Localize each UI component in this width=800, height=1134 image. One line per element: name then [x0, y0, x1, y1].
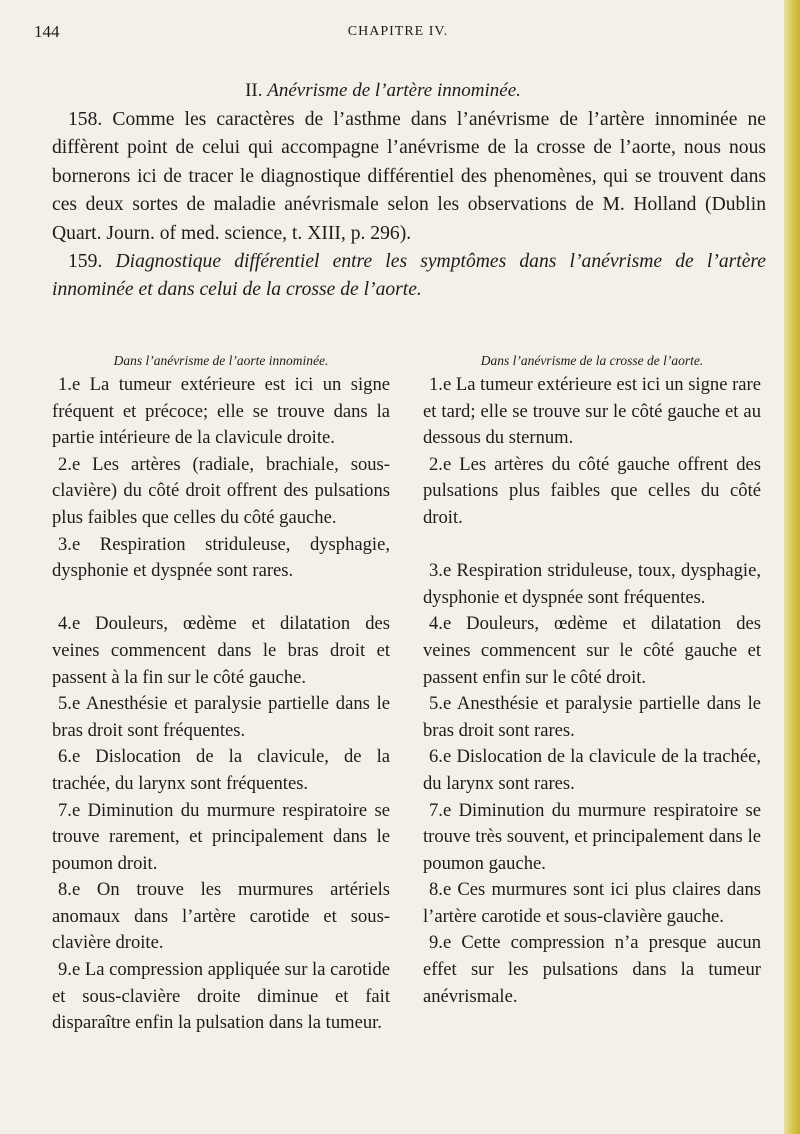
page-header [34, 22, 762, 48]
right-item-3: 3.e Respiration striduleuse, toux, dysphagie, dysphonie et dyspnée sont fréquentes. [423, 560, 761, 608]
right-column [423, 352, 761, 1010]
paragraph-159 [52, 248, 766, 305]
right-item-2: 2.e Les artères du côté gauche offrent des pulsations plus faibles que celles du côté droit. [423, 453, 761, 528]
spacer [52, 585, 390, 612]
left-item-3: 3.e Respiration striduleuse, dysphagie, dysphonie et dyspnée sont rares. [52, 533, 390, 582]
section-heading [0, 80, 766, 102]
right-item-5: 5.e Anesthésie et paralysie partielle dans le bras droit sont rares. [423, 693, 761, 741]
section-number: II. [245, 80, 263, 101]
left-item-6: 6.e Dislocation de la clavicule, de la trachée, du larynx sont fréquentes. [52, 746, 390, 794]
right-item-6: 6.e Dislocation de la clavicule de la trachée, du larynx sont rares. [423, 746, 761, 794]
paragraph-158: 158. Comme les caractères de l’asthme dans l’anévrisme de l’artère innominée ne diffèrent point de celui qui accompagne l’anévrisme de la crosse de l’aorte, nous nous bornerons ici de tracer le diagnostique différentiel des phenomènes, qui se trouvent dans ces deux sortes de maladie anévrismale selon les observations de M. Holland (Dublin Quart. Journ. of med. science, t. XIII, p. 296). [52, 109, 766, 244]
left-column [52, 352, 390, 1037]
section-title: Anévrisme de l’artère innominée. [267, 80, 521, 101]
right-item-8: 8.e Ces murmures sont ici plus claires dans l’artère carotide et sous-clavière gauche. [423, 879, 761, 927]
spacer [423, 532, 761, 559]
running-title: CHAPITRE IV. [347, 24, 449, 39]
left-item-7: 7.e Diminution du murmure respiratoire se trouve rarement, et principalement dans le poumon droit. [52, 799, 390, 874]
right-item-1: 1.e La tumeur extérieure est ici un signe rare et tard; elle se trouve sur le côté gauche et au dessous du sternum. [423, 374, 761, 449]
page-edge [784, 0, 800, 1134]
left-column-heading: Dans l’anévrisme de l’aorte innominée. [113, 353, 329, 368]
right-item-7: 7.e Diminution du murmure respiratoire se trouve très souvent, et principalement dans le poumon gauche. [423, 799, 761, 874]
left-item-9: 9.e La compression appliquée sur la carotide et sous-clavière droite diminue et fait disparaître enfin la pulsation dans la tumeur. [52, 959, 390, 1034]
left-item-1: 1.e La tumeur extérieure est ici un signe fréquent et précoce; elle se trouve dans la partie intérieure de la clavicule droite. [52, 374, 390, 449]
left-item-8: 8.e On trouve les murmures artériels anomaux dans l’artère carotide et sous-clavière droite. [52, 879, 390, 954]
intro-text [52, 106, 766, 305]
right-item-4: 4.e Douleurs, œdème et dilatation des veines commencent sur le côté gauche et passent enfin sur le côté droit. [423, 613, 761, 688]
left-item-5: 5.e Anesthésie et paralysie partielle dans le bras droit sont fréquentes. [52, 693, 390, 741]
page-number: 144 [34, 22, 60, 41]
paragraph-159-text: Diagnostique différentiel entre les symptômes dans l’anévrisme de l’artère innominée et dans celui de la crosse de l’aorte. [52, 251, 766, 301]
left-item-2: 2.e Les artères (radiale, brachiale, sous-clavière) du côté droit offrent des pulsations plus faibles que celles du côté gauche. [52, 453, 390, 528]
right-column-heading: Dans l’anévrisme de la crosse de l’aorte. [480, 353, 704, 368]
paragraph-159-number: 159. [68, 251, 103, 273]
right-item-9: 9.e Cette compression n’a presque aucun effet sur les pulsations dans la tumeur anévrismale. [423, 932, 761, 1007]
left-item-4: 4.e Douleurs, œdème et dilatation des veines commencent dans le bras droit et passent à la fin sur le côté gauche. [52, 613, 390, 688]
